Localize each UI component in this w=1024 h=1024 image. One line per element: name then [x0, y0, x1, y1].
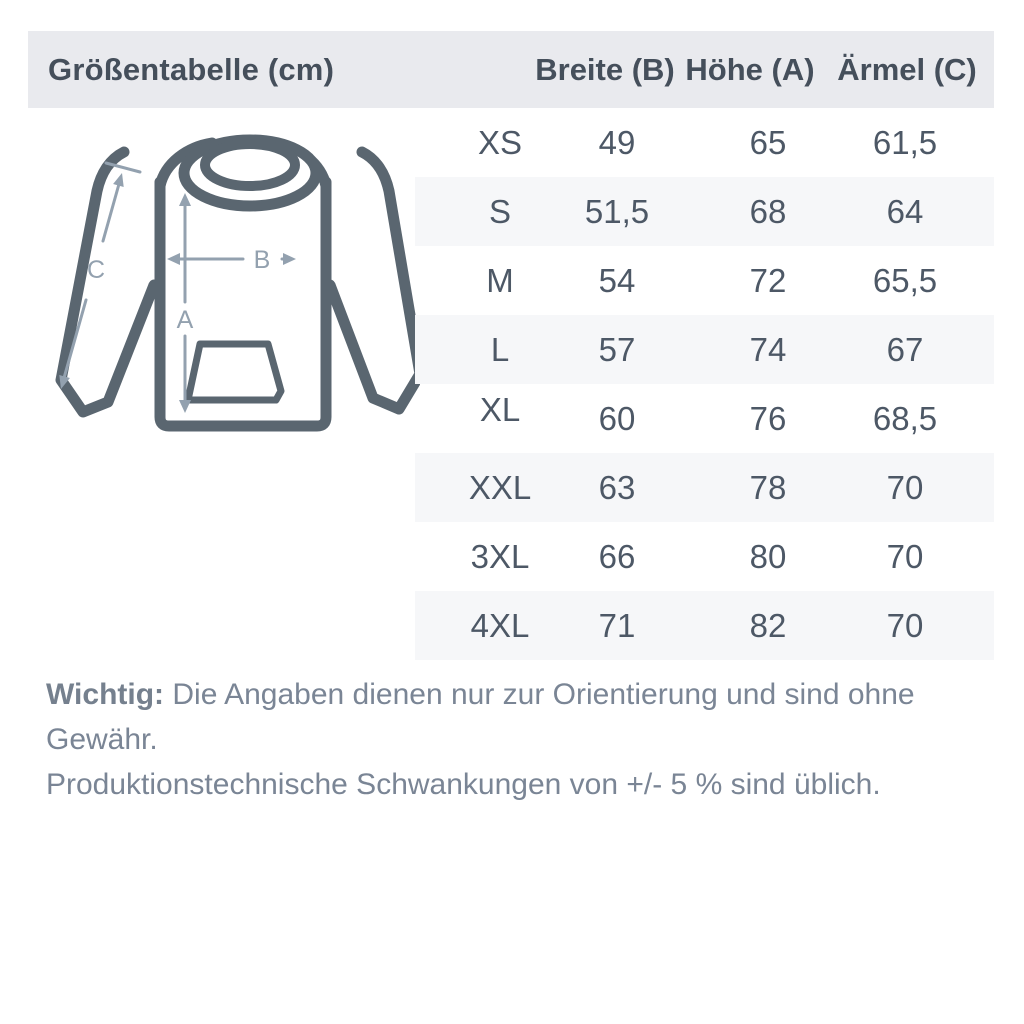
- table-row: [415, 246, 994, 315]
- column-header-hoehe: Höhe (A): [685, 51, 815, 87]
- breite-value: 51,5: [584, 192, 650, 230]
- hoehe-value: 72: [749, 261, 787, 299]
- hoehe-value: 78: [749, 468, 787, 506]
- aermel-value: 70: [886, 468, 924, 506]
- dimension-label-a: A: [176, 306, 194, 334]
- disclaimer-line-2: [46, 762, 976, 807]
- dimension-label-b: B: [253, 246, 271, 274]
- hoodie-right-sleeve: [330, 152, 420, 409]
- size-label: M: [486, 261, 514, 299]
- aermel-value: 68,5: [872, 399, 938, 437]
- table-row: [415, 453, 994, 522]
- aermel-value: 70: [886, 537, 924, 575]
- aermel-value: 70: [886, 606, 924, 644]
- table-row: [415, 315, 994, 384]
- size-label: S: [488, 192, 512, 230]
- hoehe-value: 76: [749, 399, 787, 437]
- hoodie-measurement-diagram: [40, 122, 420, 457]
- size-label: 4XL: [470, 606, 530, 644]
- breite-value: 60: [598, 399, 636, 437]
- breite-value: 54: [598, 261, 636, 299]
- size-label: XL: [479, 390, 521, 428]
- page-title: Größentabelle (cm): [48, 51, 335, 87]
- disclaimer-note: [46, 672, 976, 807]
- size-label: XXL: [468, 468, 532, 506]
- disclaimer-line-1: [46, 672, 976, 762]
- hoehe-value: 65: [749, 123, 787, 161]
- arrowhead-icon: [113, 173, 124, 187]
- aermel-value: 67: [886, 330, 924, 368]
- dimension-c-line: [103, 184, 119, 241]
- breite-value: 71: [598, 606, 636, 644]
- column-header-aermel: Ärmel (C): [837, 51, 977, 87]
- hoodie-icon: [40, 122, 420, 457]
- size-label: XS: [477, 123, 523, 161]
- hood-inner: [205, 144, 295, 186]
- size-label: 3XL: [470, 537, 530, 575]
- hoodie-left-sleeve: [61, 152, 154, 412]
- aermel-value: 64: [886, 192, 924, 230]
- aermel-value: 65,5: [872, 261, 938, 299]
- disclaimer-text-1: Die Angaben dienen nur zur Orientierung und sind ohne Gewähr.: [46, 678, 915, 756]
- table-row: [415, 108, 994, 177]
- table-row: [415, 591, 994, 660]
- table-row: [415, 522, 994, 591]
- size-label: L: [490, 330, 510, 368]
- breite-value: 57: [598, 330, 636, 368]
- hoehe-value: 80: [749, 537, 787, 575]
- hoodie-pocket: [188, 344, 281, 400]
- hoehe-value: 68: [749, 192, 787, 230]
- disclaimer-bold: Wichtig:: [46, 678, 165, 711]
- breite-value: 63: [598, 468, 636, 506]
- dimension-label-c: C: [86, 256, 106, 284]
- breite-value: 49: [598, 123, 636, 161]
- table-header-bar: [28, 31, 994, 108]
- size-table: [415, 108, 994, 660]
- disclaimer-text-2: Produktionstechnische Schwankungen von +/- 5 % sind üblich.: [46, 768, 881, 801]
- table-row: [415, 177, 994, 246]
- column-header-breite: Breite (B): [535, 51, 675, 87]
- table-row: [415, 384, 994, 453]
- breite-value: 66: [598, 537, 636, 575]
- hoehe-value: 74: [749, 330, 787, 368]
- aermel-value: 61,5: [872, 123, 938, 161]
- hoehe-value: 82: [749, 606, 787, 644]
